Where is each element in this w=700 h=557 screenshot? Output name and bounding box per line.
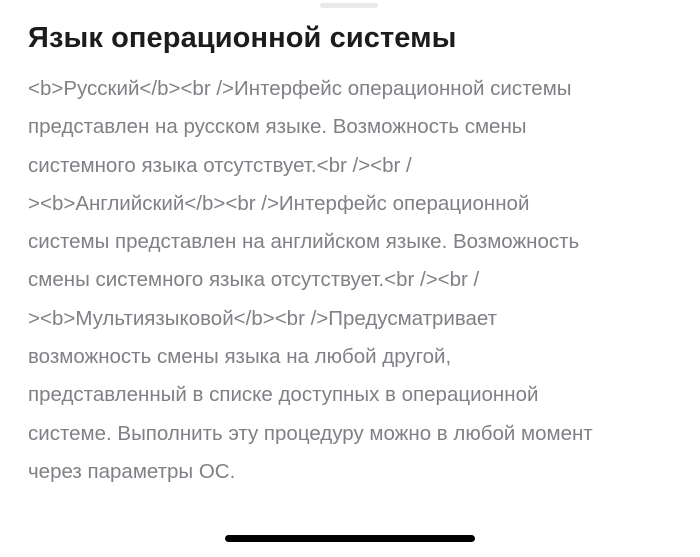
sheet-drag-handle[interactable] (320, 3, 378, 8)
description-line: представленный в списке доступных в операционной (28, 383, 539, 407)
description-line: системного языка отсутствует.<br /><br / (28, 153, 412, 177)
description-line: смены системного языка отсутствует.<br /><br / (28, 268, 480, 292)
description-line: <b>Русский</b><br />Интерфейс операционной системы (28, 77, 572, 100)
description-line: возможность смены языка на любой другой, (28, 345, 452, 369)
description-line: представлен на русском языке. Возможность смены (28, 115, 527, 139)
description-line: ><b>Мультиязыковой</b><br />Предусматривает (28, 306, 498, 330)
description-line: системы представлен на английском языке. Возможность (28, 230, 580, 254)
description-line: ><b>Английский</b><br />Интерфейс операционной (28, 191, 530, 215)
description-line: через параметры ОС. (28, 459, 236, 483)
sheet-description (28, 70, 676, 491)
home-indicator[interactable] (225, 535, 475, 542)
sheet-title: Язык операционной системы (28, 22, 457, 54)
description-line: системе. Выполнить эту процедуру можно в любой момент (28, 421, 593, 445)
